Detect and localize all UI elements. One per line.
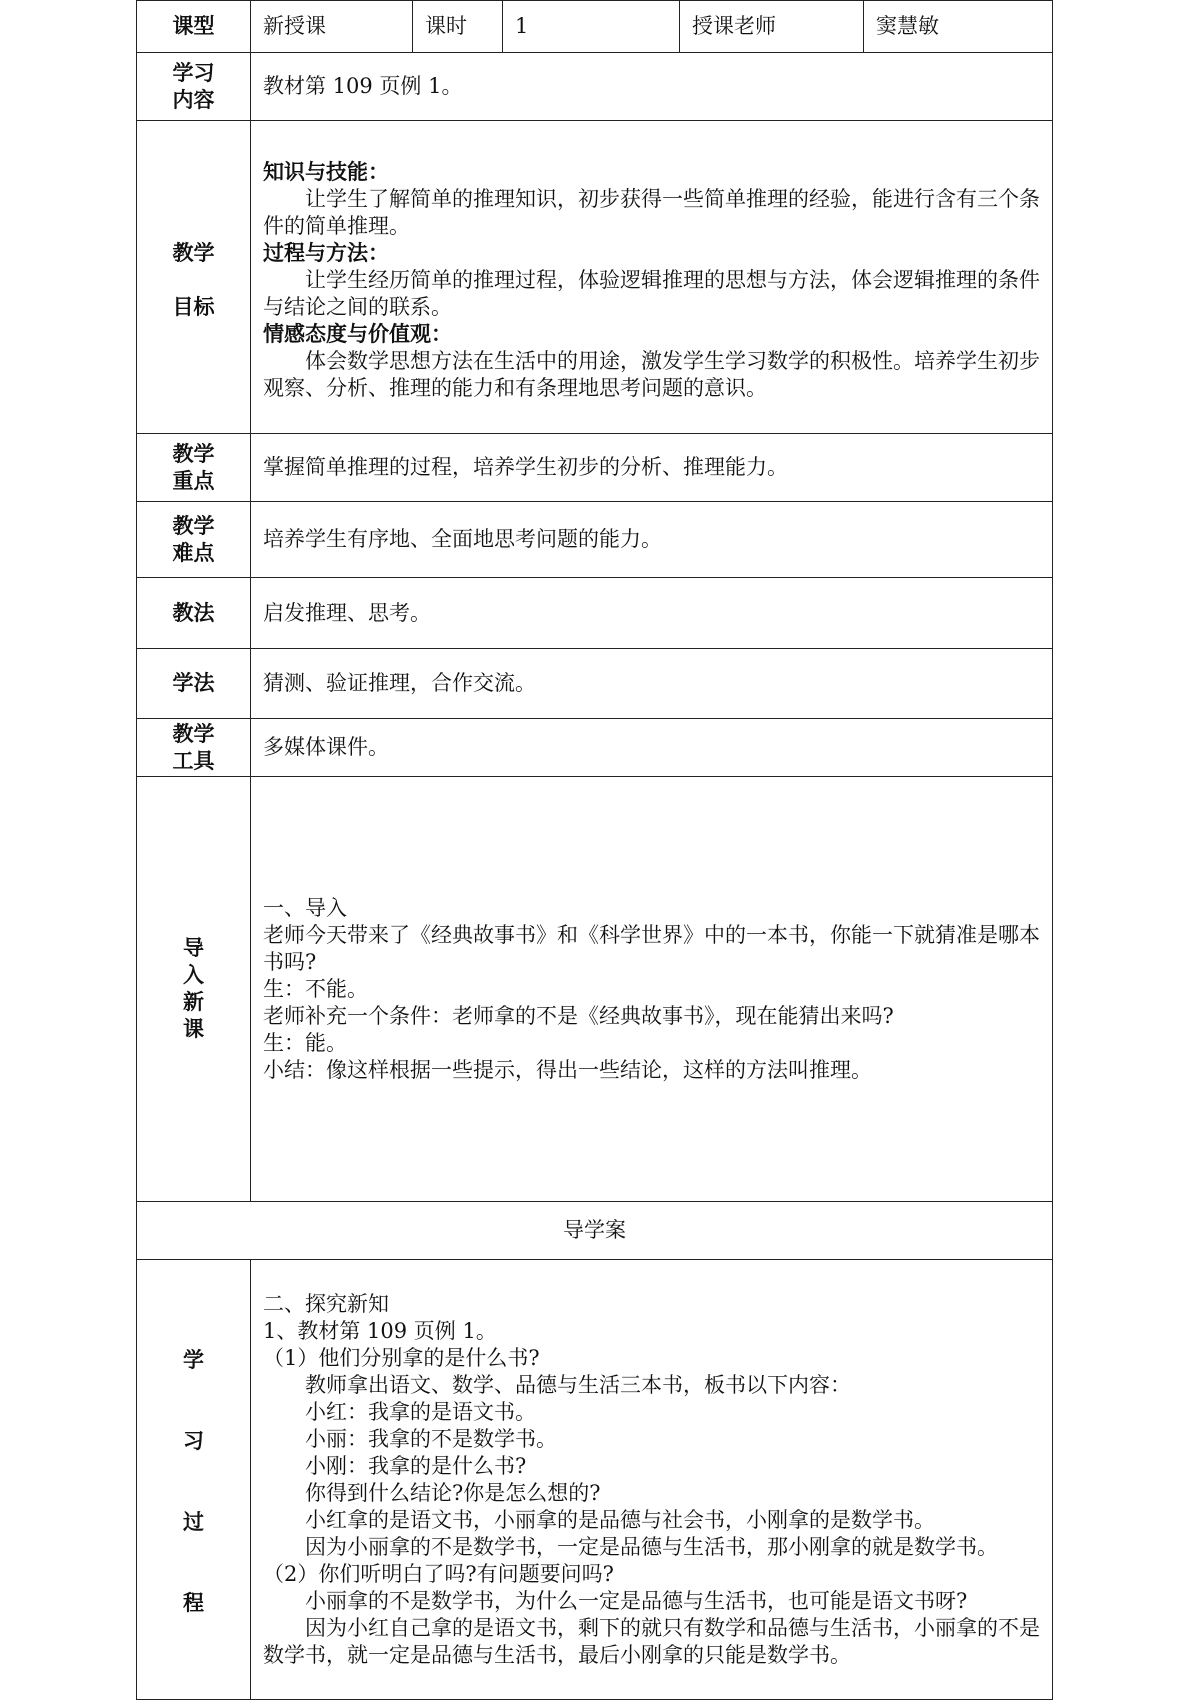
goals-content [251, 121, 1053, 434]
process-indented-line: 小红：我拿的是语文书。 [305, 1399, 536, 1424]
header-row [137, 1, 1053, 53]
process-question: （2）你们听明白了吗?有问题要问吗? [263, 1561, 614, 1586]
content-label-line1: 学习 [172, 60, 215, 85]
method-value: 启发推理、思考。 [251, 578, 1053, 649]
key-label-line1: 教学 [172, 441, 215, 466]
process-content [251, 1260, 1053, 1700]
goals-row [137, 121, 1053, 434]
process-text: 让学生经历简单的推理过程，体验逻辑推理的思想与方法，体会逻辑推理的条件与结论之间的联系。 [263, 267, 1040, 319]
difficulty-label-line2: 难点 [172, 540, 215, 565]
difficulty-label [137, 502, 251, 578]
teacher-value: 窦慧敏 [864, 1, 1053, 53]
intro-label-char: 课 [183, 1017, 204, 1041]
difficulty-row [137, 502, 1053, 578]
knowledge-text: 让学生了解简单的推理知识，初步获得一些简单推理的经验，能进行含有三个条件的简单推理。 [263, 186, 1040, 238]
process-indented-line: 你得到什么结论?你是怎么想的? [305, 1480, 601, 1505]
emotion-title: 情感态度与价值观： [263, 321, 452, 346]
process-row [137, 1260, 1053, 1700]
intro-line: 老师今天带来了《经典故事书》和《科学世界》中的一本书，你能一下就猜准是哪本书吗? [263, 922, 1040, 974]
method-row [137, 578, 1053, 649]
goals-label [137, 121, 251, 434]
difficulty-label-line1: 教学 [172, 513, 215, 538]
intro-line: 小结：像这样根据一些提示，得出一些结论，这样的方法叫推理。 [263, 1057, 872, 1082]
intro-label-char: 新 [183, 990, 204, 1014]
content-label-line2: 内容 [172, 87, 215, 112]
period-value: 1 [503, 1, 680, 53]
process-indented-line: 因为小红自己拿的是语文书，剩下的就只有数学和品德与生活书，小丽拿的不是数学书，就一定是品德与生活书，最后小刚拿的只能是数学书。 [263, 1615, 1040, 1667]
process-indented-line: 教师拿出语文、数学、品德与生活三本书，板书以下内容： [305, 1372, 851, 1397]
process-line: （1）他们分别拿的是什么书? [263, 1345, 540, 1370]
type-label: 课型 [137, 1, 251, 53]
process-label-char: 程 [183, 1590, 204, 1615]
type-value: 新授课 [251, 1, 413, 53]
process-title: 过程与方法： [263, 240, 389, 265]
tools-label-line2: 工具 [172, 748, 215, 773]
process-label [137, 1260, 251, 1700]
process-line: 二、探究新知 [263, 1291, 389, 1316]
intro-row [137, 777, 1053, 1202]
guide-row [137, 1202, 1053, 1260]
tools-label-line1: 教学 [172, 721, 215, 746]
knowledge-title: 知识与技能： [263, 159, 389, 184]
process-label-char: 过 [183, 1509, 204, 1534]
teacher-label: 授课老师 [680, 1, 864, 53]
intro-line: 生：不能。 [263, 976, 368, 1001]
study-value: 猜测、验证推理，合作交流。 [251, 649, 1053, 719]
process-indented-line: 小刚：我拿的是什么书? [305, 1453, 527, 1478]
key-value: 掌握简单推理的过程，培养学生初步的分析、推理能力。 [251, 434, 1053, 502]
study-row [137, 649, 1053, 719]
key-label-line2: 重点 [172, 468, 215, 493]
key-row [137, 434, 1053, 502]
goals-label-line1: 教学 [172, 240, 215, 265]
content-label [137, 53, 251, 121]
intro-content [251, 777, 1053, 1202]
intro-label-char: 导 [183, 936, 204, 960]
process-label-char: 习 [183, 1428, 204, 1453]
process-indented-line: 因为小丽拿的不是数学书，一定是品德与生活书，那小刚拿的就是数学书。 [305, 1534, 998, 1559]
method-label: 教法 [137, 578, 251, 649]
tools-value: 多媒体课件。 [251, 719, 1053, 777]
key-label [137, 434, 251, 502]
guide-title: 导学案 [137, 1202, 1053, 1260]
period-label: 课时 [413, 1, 503, 53]
intro-label-char: 入 [183, 963, 204, 987]
tools-label [137, 719, 251, 777]
difficulty-value: 培养学生有序地、全面地思考问题的能力。 [251, 502, 1053, 578]
intro-label [137, 777, 251, 1202]
intro-line: 老师补充一个条件：老师拿的不是《经典故事书》，现在能猜出来吗? [263, 1003, 894, 1028]
intro-line: 生：能。 [263, 1030, 347, 1055]
goals-label-line2: 目标 [172, 294, 215, 319]
process-indented-line: 小丽：我拿的不是数学书。 [305, 1426, 557, 1451]
content-row [137, 53, 1053, 121]
intro-line: 一、导入 [263, 895, 347, 920]
process-indented-line: 小丽拿的不是数学书，为什么一定是品德与生活书，也可能是语文书呀? [305, 1588, 968, 1613]
emotion-text: 体会数学思想方法在生活中的用途，激发学生学习数学的积极性。培养学生初步观察、分析、推理的能力和有条理地思考问题的意识。 [263, 348, 1040, 400]
process-line: 1、教材第 109 页例 1。 [263, 1318, 497, 1343]
process-label-char: 学 [183, 1347, 204, 1372]
tools-row [137, 719, 1053, 777]
study-label: 学法 [137, 649, 251, 719]
process-indented-line: 小红拿的是语文书，小丽拿的是品德与社会书，小刚拿的是数学书。 [305, 1507, 935, 1532]
lesson-plan-table [136, 0, 1053, 1700]
content-value: 教材第 109 页例 1。 [251, 53, 1053, 121]
